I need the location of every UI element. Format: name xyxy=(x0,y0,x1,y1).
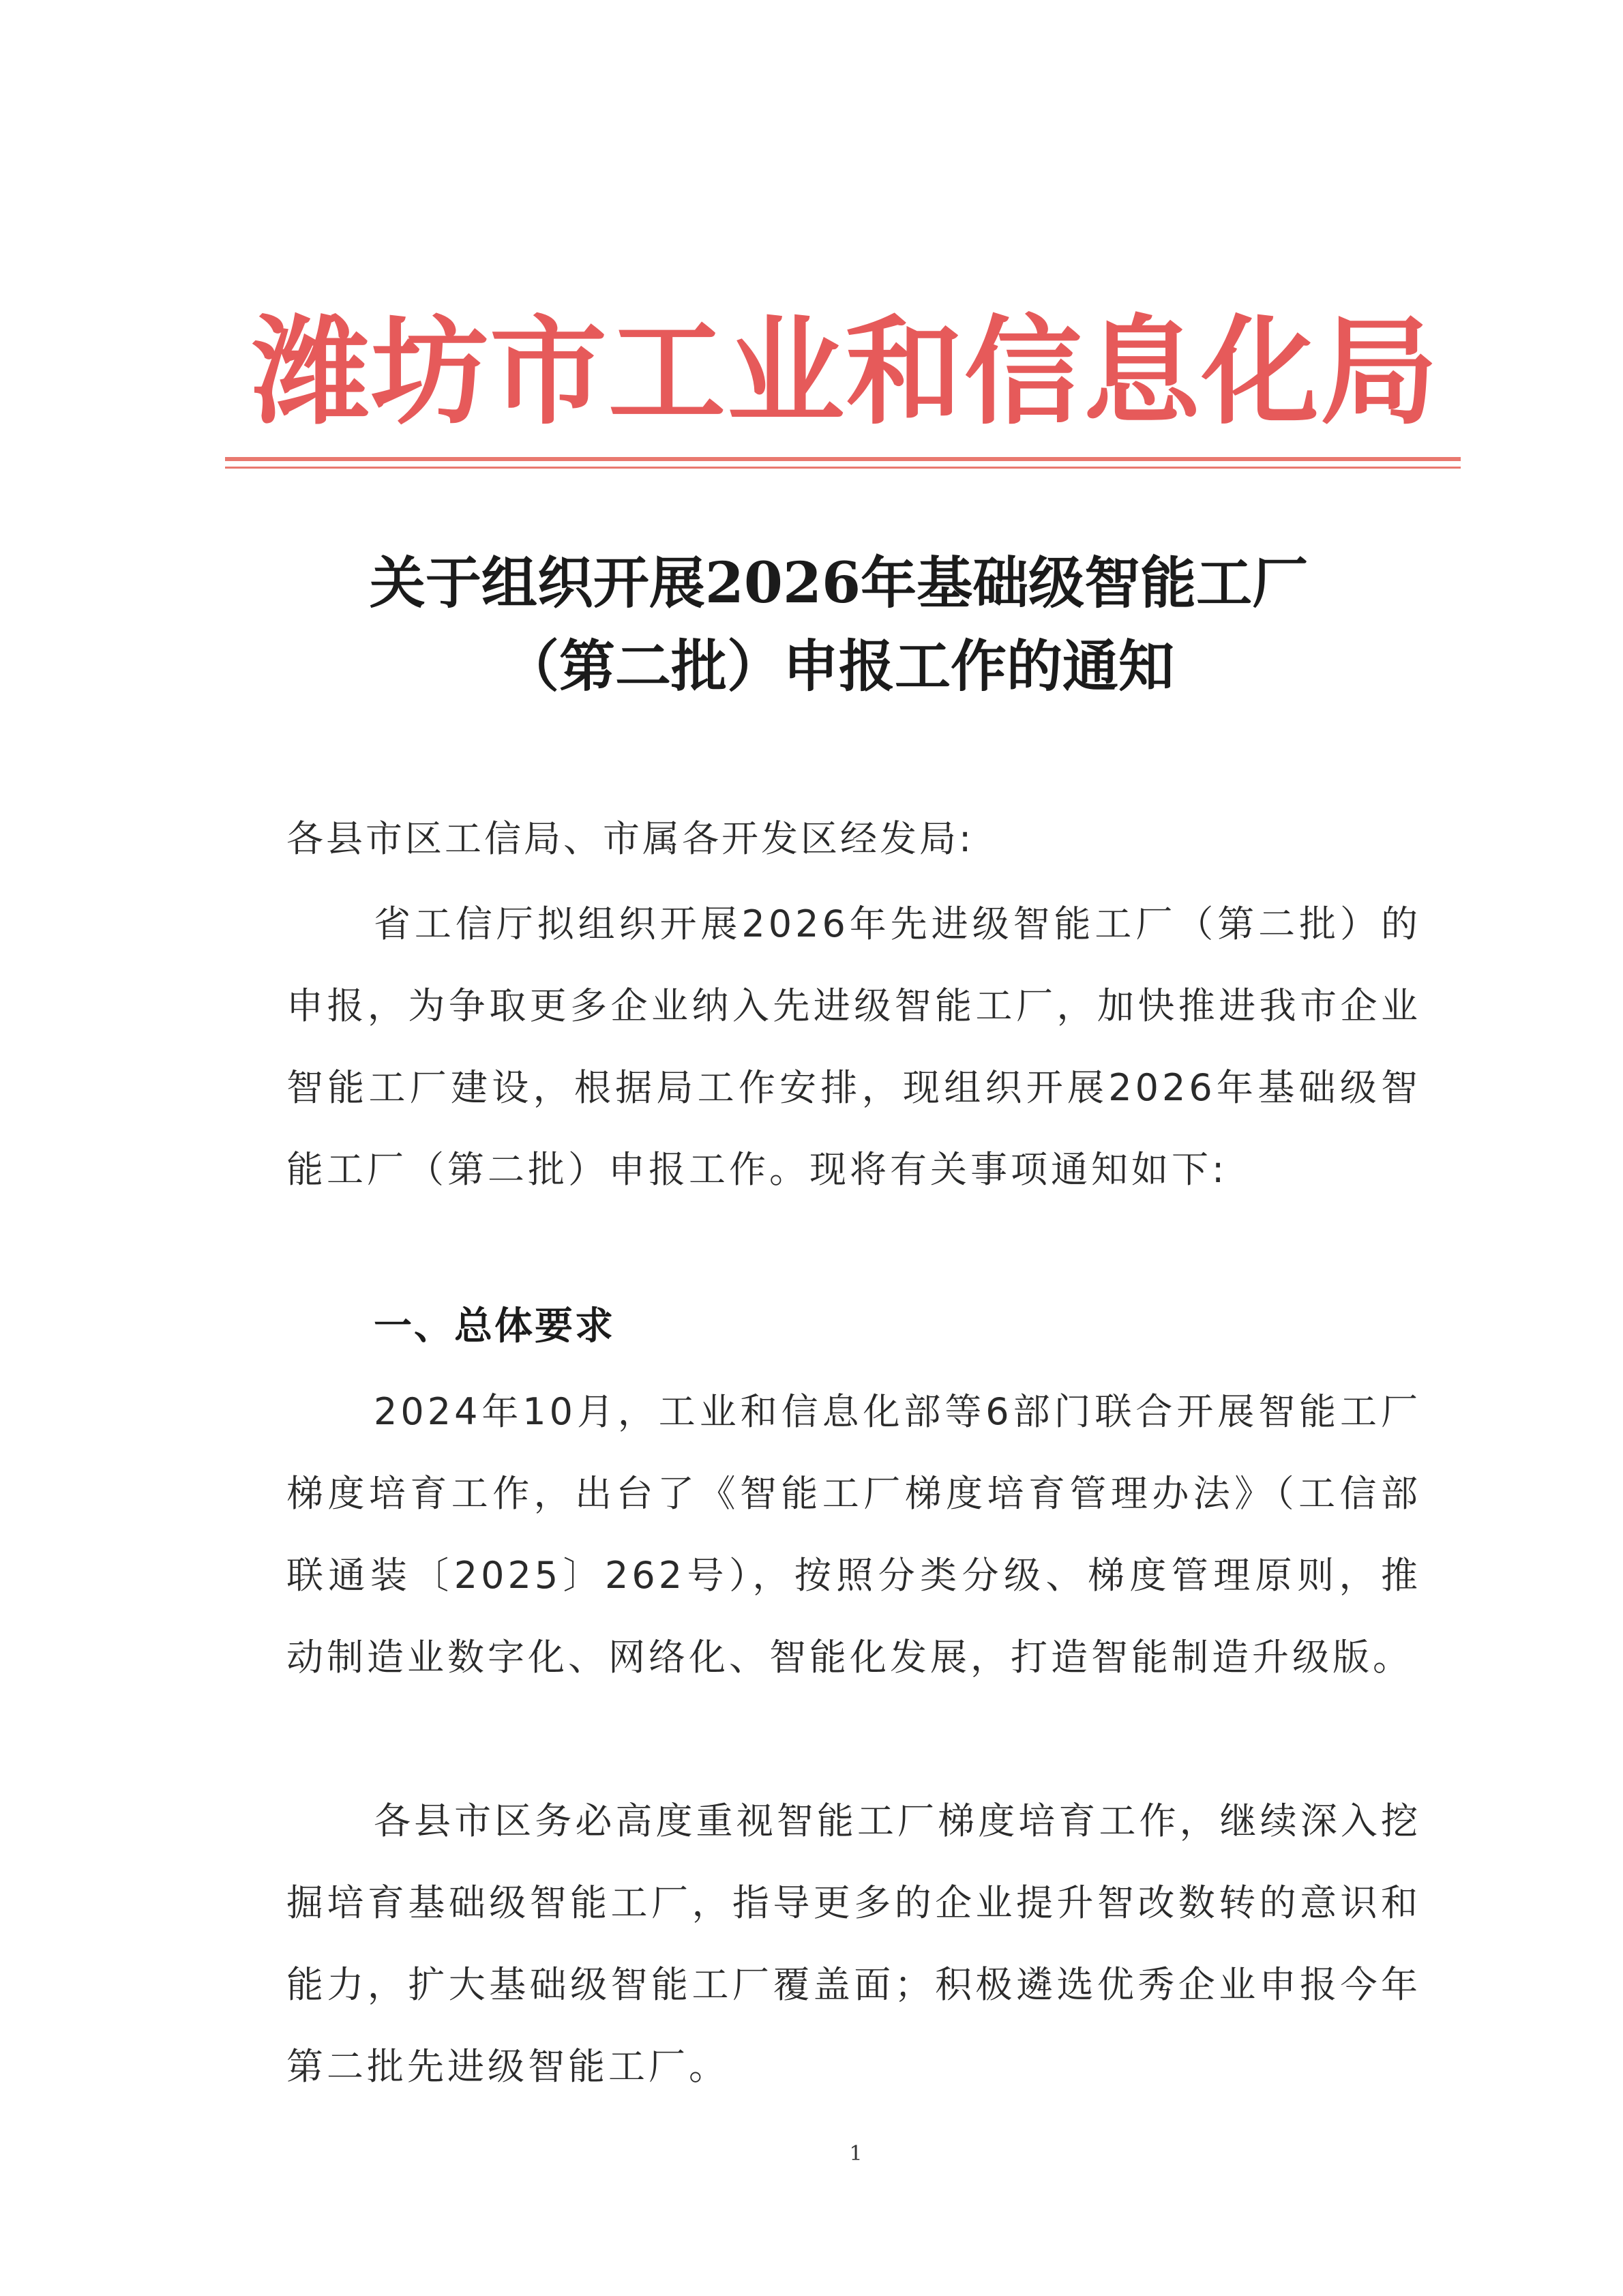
document-title-line-2: （第二批）申报工作的通知 xyxy=(503,634,1174,699)
paragraph-requirements: 各县市区务必高度重视智能工厂梯度培育工作，继续深入挖掘培育基础级智能工厂，指导更多的企业提升智改数转的意识和能力，扩大基础级智能工厂覆盖面；积极遴选优秀企业申报今年第二批先进级智能工厂。 xyxy=(286,1799,1421,2088)
paragraph-intro: 省工信厅拟组织开展2026年先进级智能工厂（第二批）的申报，为争取更多企业纳入先进级智能工厂，加快推进我市企业智能工厂建设，根据局工作安排，现组织开展2026年基础级智能工厂（第二批）申报工作。现将有关事项通知如下: xyxy=(286,902,1421,1191)
masthead-rule-thin xyxy=(225,467,1461,469)
masthead-rule-thick xyxy=(225,457,1461,461)
section-heading-overall-requirements: 一、总体要求 xyxy=(374,1304,615,1349)
paragraph-background: 2024年10月，工业和信息化部等6部门联合开展智能工厂梯度培育工作，出台了《智能工厂梯度培育管理办法》（工信部联通装〔2025〕262号），按照分类分级、梯度管理原则，推动制造业数字化、网络化、智能化发展，打造智能制造升级版。 xyxy=(286,1390,1421,1679)
document-title-line-1: 关于组织开展2026年基础级智能工厂 xyxy=(369,550,1309,616)
salutation: 各县市区工信局、市属各开发区经发局: xyxy=(286,817,974,860)
issuer-masthead: 潍坊市工业和信息化局 xyxy=(252,302,1439,441)
page-number: 1 xyxy=(849,2142,863,2166)
